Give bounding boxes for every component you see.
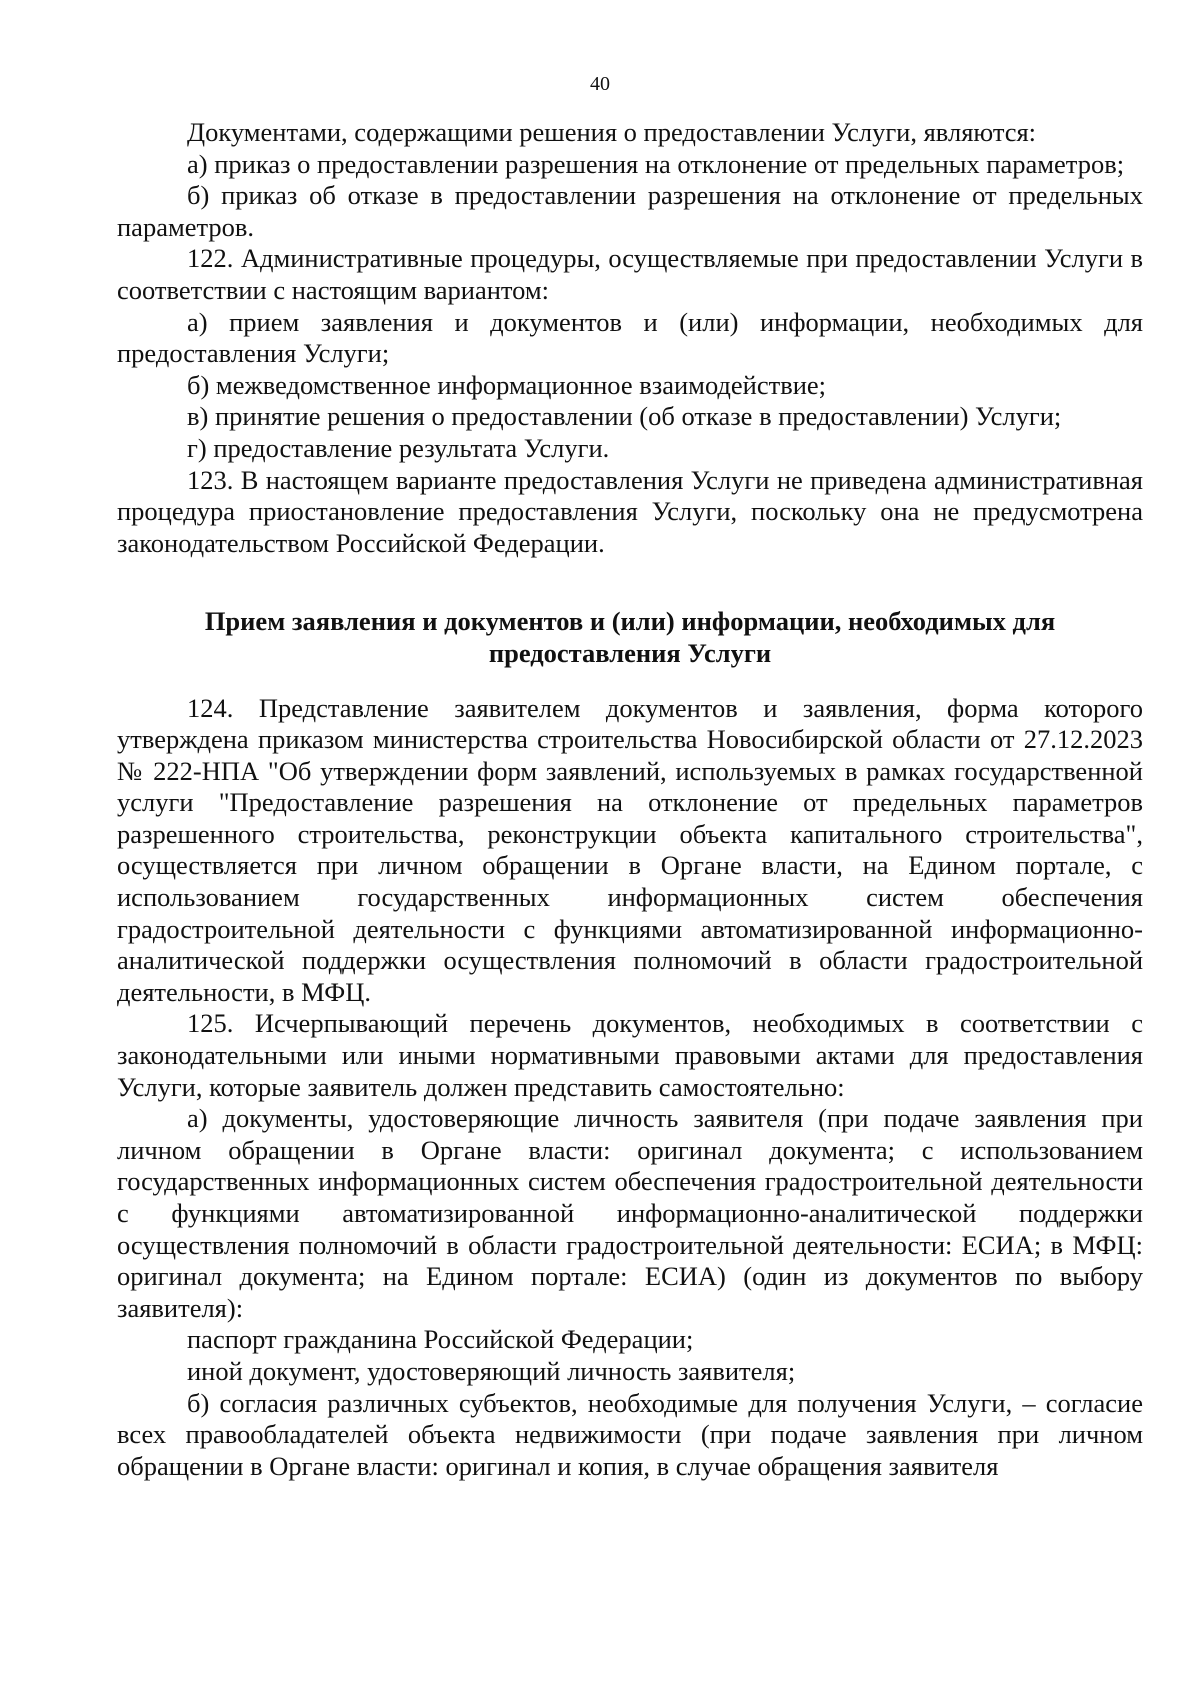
paragraph-documents-intro: Документами, содержащими решения о предоставлении Услуги, являются: — [187, 117, 1037, 147]
section-heading: Прием заявления и документов и (или) информации, необходимых для предоставления Услуги — [204, 606, 1056, 668]
paragraph-124: 124. Представление заявителем документов и заявления, форма которого утверждена приказом министерства строительства Новосибирской области от 27.12.2023 № 222-НПА "Об утверждении форм заявлений, используемых в рамках государственной услуги "Предоставление разрешения на отклонение от предельных параметров разрешенного строительства, реконструкции объекта капитального строительства", осуществляется при личном обращении в Органе власти, на Едином портале, с использованием государственных информационных систем обеспечения градостроительной деятельности с функциями автоматизированной информационно-аналитической поддержки осуществления полномочий в области градостроительной деятельности, в МФЦ. — [117, 692, 1143, 1007]
paragraph-122-item-c: в) принятие решения о предоставлении (об отказе в предоставлении) Услуги; — [187, 401, 1062, 432]
paragraph-122: 122. Административные процедуры, осуществляемые при предоставлении Услуги в соответствии с настоящим вариантом: — [117, 243, 1143, 305]
page-number: 40 — [590, 73, 610, 95]
paragraph-122-item-a: а) прием заявления и документов и (или) информации, необходимых для предоставления Услуги; — [117, 306, 1143, 369]
paragraph-125: 125. Исчерпывающий перечень документов, необходимых в соответствии с законодательными или иными нормативными правовыми актами для предоставления Услуги, которые заявитель должен представить самостоятельно: — [117, 1008, 1143, 1102]
paragraph-item-a-order-grant: а) приказ о предоставлении разрешения на отклонение от предельных параметров; — [187, 148, 1125, 179]
paragraph-item-b-order-refusal: б) приказ об отказе в предоставлении разрешения на отклонение от предельных параметров. — [117, 180, 1143, 242]
paragraph-122-item-b: б) межведомственное информационное взаимодействие; — [187, 369, 827, 400]
document-body — [117, 117, 1143, 1482]
paragraph-123: 123. В настоящем варианте предоставления Услуги не приведена административная процедура приостановление предоставления Услуги, поскольку она не предусмотрена законодательством Российской Федерации. — [117, 464, 1143, 558]
paragraph-125-item-a: а) документы, удостоверяющие личность заявителя (при подаче заявления при личном обращении в Органе власти: оригинал документа; с использованием государственных информационных систем обеспечения градостроительной деятельности с функциями автоматизированной информационно-аналитической поддержки осуществления полномочий в области градостроительной деятельности: ЕСИА; в МФЦ: оригинал документа; на Едином портале: ЕСИА) (один из документов по выбору заявителя): — [117, 1103, 1143, 1323]
paragraph-122-item-d: г) предоставление результата Услуги. — [187, 432, 610, 463]
paragraph-passport: паспорт гражданина Российской Федерации; — [187, 1324, 694, 1355]
paragraph-125-item-b: б) согласия различных субъектов, необходимые для получения Услуги, – согласие всех правообладателей объекта недвижимости (при подаче заявления при личном обращении в Органе власти: оригинал и копия, в случае обращения заявителя — [117, 1387, 1143, 1481]
paragraph-other-id: иной документ, удостоверяющий личность заявителя; — [187, 1355, 796, 1386]
